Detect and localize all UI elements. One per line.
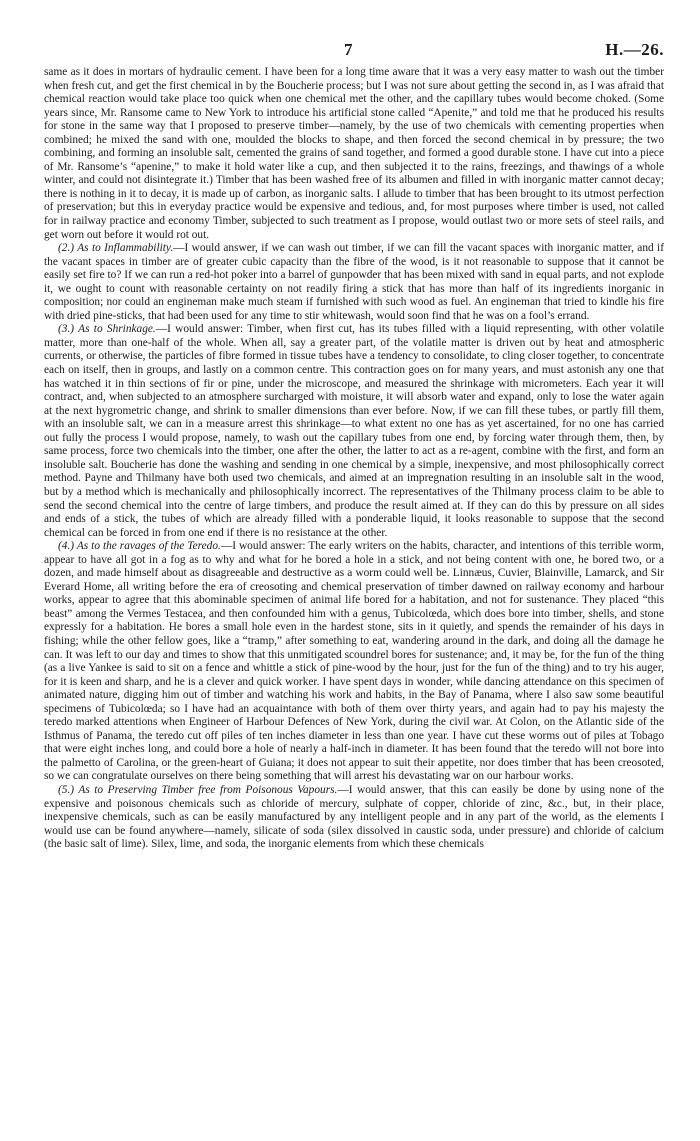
paragraph-text: —I would answer: The early writers on the habits, character, and intentions of this terrible worm, appear to have all got in a fog as to why and what for he bored a hole in a stick, and not being content with one, he bored two, or a dozen, and made himself about as disagreeable and destructive as a worm could well be. Linnæus, Cuvier, Blainville, Lamarck, and Sir Everard Home, all writing before the era of creosoting and chemical preservation of timber dawned on railway economy and harbour works, appear to agree that this abominable specimen of animal life bored for a habitation, and not for sustenance. They placed “this beast” among the Vermes Testacea, and then confounded him with a genus, Tubicolœda, which does bore into timber, shells, and stone expressly for a habitation. He bores a small hole even in the hardest stone, sits in it quietly, and spends the remainder of his days in fishing; while the other fellow goes, like a “tramp,” after something to eat, wandering around in the dark, and doing all the damage he can. It was left to our day and times to show that this unmitigated scoundrel bores for sustenance; and, it may be, for the fun of the thing (as a live Yankee is said to sit on a fence and whittle a stick of pine-wood by the hour, just for the fun of the thing) and to try his auger, for it is keen and sharp, and he is a clever and quick worker. I have spent days in wonder, while dancing attendance on this specimen of animated nature, digging him out of timber and watching his work and habits, in the Bay of Panama, where I also saw some beautiful specimens of Tubicolœda; so I have had an acquaintance with both of them over thirty years, and again had to pay his majesty the teredo marked attentions when Engineer of Harbour Defences of New York, during the civil war. At Colon, on the Atlantic side of the Isthmus of Panama, the teredo cut off piles of ten inches diameter in less than one year. I have cut these worms out of piles at Tobago that were eight inches long, and could bore a hole of nearly a half-inch in diameter. It has been found that the teredo will not bore into the palmetto of Carolina, or the green-heart of Guiana; it does not appear to suit their appetite, nor does timber that has been creosoted, so we can congratulate ourselves on there being something that will arrest his devastating war on our harbour works. bbox=[44, 540, 665, 783]
paragraph-heading: (2.) As to Inflammability. bbox=[58, 242, 174, 255]
paragraph-text: —I would answer: Timber, when first cut, has its tubes filled with a liquid representing, with other volatile matter, more than one-half of the whole. When all, say a greater part, of the volatile matter is driven out by heat and atmospheric currents, or otherwise, the particles of fibre formed in tissue tubes have a tendency to consolidate, to cling closer together, to concentrate each on itself, then in groups, and lastly on a common centre. This contraction goes on for many years, and must astonish any one that has watched it in thin sections of fir or pine, under the microscope, and measured the shrinkage with micrometers. Each year it will contract, and, when subjected to an atmosphere surcharged with moisture, it will absorb water and expand, only to lose the water again at the next hygrometric change, and shrink to smaller dimensions than ever before. Now, if we can fill these tubes, or partly fill them, with an insoluble salt, we can in a measure arrest this shrinkage—to what extent no one has as yet ascertained, for no one has carried out fully the process I would propose, namely, to wash out the capillary tubes from one end, by forcing water through them, then, by same process, force two chemicals into the timber, one after the other, the latter to act as a re-agent, combine with the first, and form an insoluble salt. Boucherie has done the washing and sending in one chemical by a simple, inexpensive, and most philosophically correct method. Payne and Thilmany have both used two chemicals, and aimed at an impregnation resulting in an insoluble salt in the wood, but by a method which is mechanically and philosophically incorrect. The representatives of the Thilmany process claim to be able to send the second chemical into the centre of large timbers, and produce the result aimed at. If they can do this by pressure on all sides and ends of a stick, the tubes of which are already filled with a ponderable liquid, it looks reasonable to suppose that the second chemical can be forced in from one end if there is no resistance at the other. bbox=[44, 323, 664, 539]
body-text bbox=[44, 66, 664, 852]
page-header bbox=[44, 40, 664, 66]
paragraph-heading: (3.) As to Shrinkage. bbox=[58, 323, 156, 336]
paragraph-text: —I would answer, that this can easily be done by using none of the expensive and poisonous chemicals such as chloride of mercury, sulphate of copper, chloride of zinc, &c., but, in their place, inexpensive chemicals, such as can be easily manufactured by any intelligent people and in any part of the world, as the elements I would use can be found anywhere—namely, silicate of soda (silex dissolved in caustic soda, under pressure) and chloride of calcium (the basic salt of lime). Silex, lime, and soda, the inorganic elements from which these chemicals bbox=[44, 783, 664, 851]
document-code: H.—26. bbox=[605, 40, 664, 59]
paragraph-continuation bbox=[44, 66, 664, 242]
paragraph-shrinkage bbox=[44, 323, 664, 540]
paragraph-teredo bbox=[44, 540, 664, 784]
paragraph-inflammability bbox=[44, 242, 664, 323]
paragraph-text: same as it does in mortars of hydraulic cement. I have been for a long time aware that it was a very easy matter to wash out the timber when fresh cut, and get the first chemical in by the Boucherie process; but I was not sure about getting the second in, as I was afraid that chemical reaction would take place too quick when one chemical met the other, and the capillary tubes would become choked. (Some years since, Mr. Ransome came to New York to introduce his artificial stone called “Apenite,” and told me that he produced his results for stone in the same way that I proposed to preserve timber—namely, by the use of two chemicals with cementing properties when combined; he mixed the sand with one, moulded the blocks to shape, and then forced the second chemical in by pressure; the two combining, and forming an insoluble salt, cemented the grains of sand together, and formed a good durable stone. I have cut into a piece of Mr. Ransome’s “apenine,” to make it hold water like a cup, and then subjected it to the rains, freezings, and thawings of a whole winter, and could not disintegrate it.) Timber that has been washed free of its albumen and filled in with inorganic matter cannot decay; there is nothing in it to decay, it is made up of carbon, as inorganic salts. I allude to timber that has been brought to its utmost perfection of preservation; but this in everyday practice would be expensive and tedious, and, for most purposes where timber is used, not called for in railway practice and economy Timber, subjected to such treatment as I propose, would outlast two or more sets of steel rails, and get worn out before it would rot out. bbox=[44, 66, 664, 241]
paragraph-poisonous-vapours bbox=[44, 784, 664, 852]
paragraph-text: —I would answer, if we can wash out timber, if we can fill the vacant spaces with inorganic matter, and if the vacant spaces in timber are of greater cubic capacity than the fibre of the wood, is it not reasonable to suppose that it cannot be easily set fire to? If we can run a red-hot poker into a barrel of gunpowder that has been mixed with sand in equal parts, and not explode it, we ought to count with reasonable certainty on not readily firing a stick that has more than half of its ingredients inorganic in composition; nor could an engineman make much steam if furnished with such wood as fuel. An engineman that tried to kindle his fire with dried pine-sticks, that had been used for any time to stir whitewash, would soon find that he was on a fool’s errand. bbox=[44, 242, 664, 322]
paragraph-heading: (5.) As to Preserving Timber free from Poisonous Vapours. bbox=[58, 783, 338, 796]
paragraph-heading: (4.) As to the ravages of the Teredo. bbox=[58, 540, 221, 553]
page-number: 7 bbox=[344, 40, 353, 59]
